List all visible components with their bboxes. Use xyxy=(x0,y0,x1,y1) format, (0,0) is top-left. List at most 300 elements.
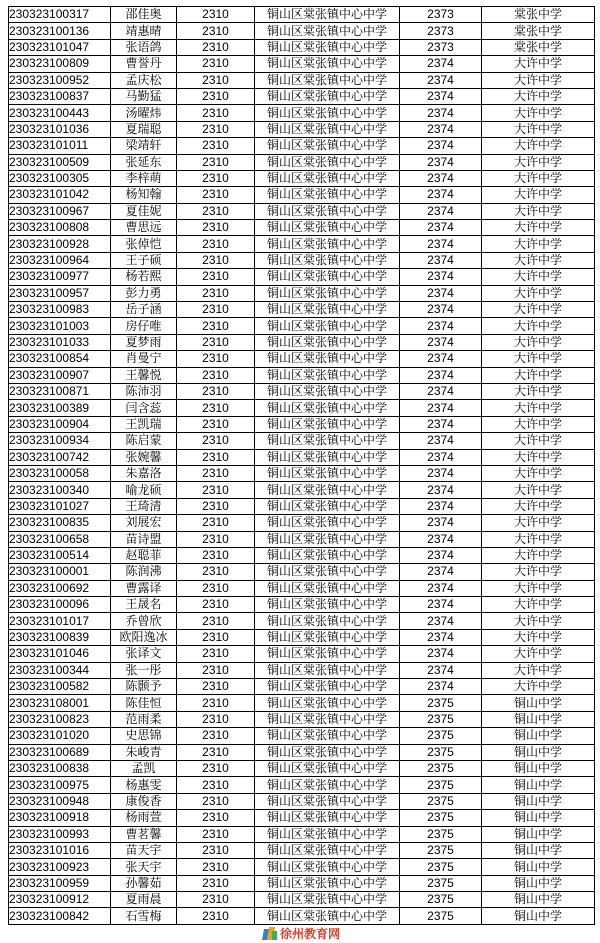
exam-id-cell: 230323100907 xyxy=(9,367,111,383)
school-code-cell: 2310 xyxy=(177,269,255,285)
school-name-cell: 铜山区棠张镇中心中学 xyxy=(255,547,400,563)
exam-id-cell: 230323101011 xyxy=(9,138,111,154)
target-school-cell: 大许中学 xyxy=(482,646,595,662)
school-code-cell: 2310 xyxy=(177,679,255,695)
target-code-cell: 2374 xyxy=(400,302,482,318)
school-code-cell: 2310 xyxy=(177,285,255,301)
exam-id-cell: 230323100692 xyxy=(9,580,111,596)
table-row xyxy=(9,252,595,268)
table-row xyxy=(9,39,595,55)
student-name-cell: 李梓萌 xyxy=(111,170,177,186)
student-name-cell: 苗诗盟 xyxy=(111,531,177,547)
target-school-cell: 铜山中学 xyxy=(482,892,595,908)
target-school-cell: 铜山中学 xyxy=(482,875,595,891)
table-row xyxy=(9,498,595,514)
exam-id-cell: 230323100809 xyxy=(9,56,111,72)
target-school-cell: 大许中学 xyxy=(482,367,595,383)
school-code-cell: 2310 xyxy=(177,826,255,842)
exam-id-cell: 230323101036 xyxy=(9,121,111,137)
target-code-cell: 2374 xyxy=(400,351,482,367)
school-name-cell: 铜山区棠张镇中心中学 xyxy=(255,629,400,645)
student-name-cell: 闫含蕊 xyxy=(111,400,177,416)
student-name-cell: 曹思远 xyxy=(111,220,177,236)
table-row xyxy=(9,400,595,416)
school-name-cell: 铜山区棠张镇中心中学 xyxy=(255,777,400,793)
school-name-cell: 铜山区棠张镇中心中学 xyxy=(255,597,400,613)
student-name-cell: 张一彤 xyxy=(111,662,177,678)
school-code-cell: 2310 xyxy=(177,187,255,203)
school-name-cell: 铜山区棠张镇中心中学 xyxy=(255,236,400,252)
target-school-cell: 铜山中学 xyxy=(482,908,595,924)
table-row xyxy=(9,629,595,645)
school-code-cell: 2310 xyxy=(177,72,255,88)
school-name-cell: 铜山区棠张镇中心中学 xyxy=(255,711,400,727)
target-school-cell: 大许中学 xyxy=(482,679,595,695)
exam-id-cell: 230323100096 xyxy=(9,597,111,613)
exam-id-cell: 230323108001 xyxy=(9,695,111,711)
target-code-cell: 2374 xyxy=(400,547,482,563)
table-row xyxy=(9,72,595,88)
table-row xyxy=(9,105,595,121)
student-name-cell: 张语鸽 xyxy=(111,39,177,55)
exam-id-cell: 230323100658 xyxy=(9,531,111,547)
exam-id-cell: 230323101003 xyxy=(9,318,111,334)
student-name-cell: 孟庆松 xyxy=(111,72,177,88)
student-name-cell: 杨惠雯 xyxy=(111,777,177,793)
exam-id-cell: 230323100871 xyxy=(9,383,111,399)
school-code-cell: 2310 xyxy=(177,121,255,137)
student-name-cell: 夏佳妮 xyxy=(111,203,177,219)
student-name-cell: 赵聪菲 xyxy=(111,547,177,563)
target-code-cell: 2375 xyxy=(400,793,482,809)
school-name-cell: 铜山区棠张镇中心中学 xyxy=(255,564,400,580)
target-school-cell: 铜山中学 xyxy=(482,826,595,842)
table-row xyxy=(9,56,595,72)
table-row xyxy=(9,138,595,154)
school-name-cell: 铜山区棠张镇中心中学 xyxy=(255,154,400,170)
target-code-cell: 2374 xyxy=(400,187,482,203)
school-code-cell: 2310 xyxy=(177,449,255,465)
exam-id-cell: 230323100993 xyxy=(9,826,111,842)
exam-id-cell: 230323100912 xyxy=(9,892,111,908)
target-code-cell: 2374 xyxy=(400,72,482,88)
school-code-cell: 2310 xyxy=(177,105,255,121)
school-name-cell: 铜山区棠张镇中心中学 xyxy=(255,416,400,432)
target-school-cell: 铜山中学 xyxy=(482,711,595,727)
school-name-cell: 铜山区棠张镇中心中学 xyxy=(255,465,400,481)
school-code-cell: 2310 xyxy=(177,7,255,23)
school-name-cell: 铜山区棠张镇中心中学 xyxy=(255,367,400,383)
student-name-cell: 张天宇 xyxy=(111,859,177,875)
school-code-cell: 2310 xyxy=(177,728,255,744)
school-name-cell: 铜山区棠张镇中心中学 xyxy=(255,105,400,121)
student-name-cell: 喻龙硕 xyxy=(111,482,177,498)
student-name-cell: 靖惠晴 xyxy=(111,23,177,39)
logo-icon xyxy=(263,927,277,941)
target-code-cell: 2374 xyxy=(400,138,482,154)
target-school-cell: 铜山中学 xyxy=(482,777,595,793)
target-code-cell: 2374 xyxy=(400,597,482,613)
target-code-cell: 2374 xyxy=(400,121,482,137)
exam-id-cell: 230323100952 xyxy=(9,72,111,88)
student-name-cell: 曹露译 xyxy=(111,580,177,596)
student-name-cell: 孙馨茹 xyxy=(111,875,177,891)
target-code-cell: 2375 xyxy=(400,711,482,727)
target-school-cell: 铜山中学 xyxy=(482,859,595,875)
school-name-cell: 铜山区棠张镇中心中学 xyxy=(255,531,400,547)
school-code-cell: 2310 xyxy=(177,613,255,629)
school-name-cell: 铜山区棠张镇中心中学 xyxy=(255,121,400,137)
school-name-cell: 铜山区棠张镇中心中学 xyxy=(255,72,400,88)
school-code-cell: 2310 xyxy=(177,39,255,55)
target-code-cell: 2374 xyxy=(400,416,482,432)
table-row xyxy=(9,482,595,498)
school-code-cell: 2310 xyxy=(177,433,255,449)
target-code-cell: 2374 xyxy=(400,220,482,236)
target-code-cell: 2375 xyxy=(400,908,482,924)
target-school-cell: 大许中学 xyxy=(482,597,595,613)
target-school-cell: 大许中学 xyxy=(482,220,595,236)
target-school-cell: 大许中学 xyxy=(482,662,595,678)
school-name-cell: 铜山区棠张镇中心中学 xyxy=(255,433,400,449)
school-name-cell: 铜山区棠张镇中心中学 xyxy=(255,826,400,842)
school-code-cell: 2310 xyxy=(177,777,255,793)
target-school-cell: 棠张中学 xyxy=(482,39,595,55)
school-code-cell: 2310 xyxy=(177,383,255,399)
student-name-cell: 曹茗馨 xyxy=(111,826,177,842)
target-code-cell: 2374 xyxy=(400,154,482,170)
student-name-cell: 孟凯 xyxy=(111,760,177,776)
exam-id-cell: 230323101047 xyxy=(9,39,111,55)
target-school-cell: 大许中学 xyxy=(482,105,595,121)
target-code-cell: 2374 xyxy=(400,285,482,301)
target-school-cell: 大许中学 xyxy=(482,449,595,465)
table-row xyxy=(9,203,595,219)
student-name-cell: 房仔唯 xyxy=(111,318,177,334)
school-name-cell: 铜山区棠张镇中心中学 xyxy=(255,498,400,514)
school-code-cell: 2310 xyxy=(177,416,255,432)
exam-id-cell: 230323100058 xyxy=(9,465,111,481)
target-school-cell: 大许中学 xyxy=(482,236,595,252)
table-row xyxy=(9,88,595,104)
target-school-cell: 大许中学 xyxy=(482,334,595,350)
exam-id-cell: 230323100136 xyxy=(9,23,111,39)
student-name-cell: 杨雨萱 xyxy=(111,810,177,826)
exam-id-cell: 230323100317 xyxy=(9,7,111,23)
table-row xyxy=(9,826,595,842)
school-code-cell: 2310 xyxy=(177,318,255,334)
target-code-cell: 2375 xyxy=(400,826,482,842)
table-row xyxy=(9,220,595,236)
target-school-cell: 大许中学 xyxy=(482,170,595,186)
target-school-cell: 大许中学 xyxy=(482,203,595,219)
school-name-cell: 铜山区棠张镇中心中学 xyxy=(255,760,400,776)
student-name-cell: 王馨悦 xyxy=(111,367,177,383)
target-code-cell: 2374 xyxy=(400,105,482,121)
table-row xyxy=(9,597,595,613)
student-name-cell: 肖曼宁 xyxy=(111,351,177,367)
target-school-cell: 棠张中学 xyxy=(482,7,595,23)
student-name-cell: 夏梦雨 xyxy=(111,334,177,350)
school-code-cell: 2310 xyxy=(177,597,255,613)
exam-id-cell: 230323100977 xyxy=(9,269,111,285)
school-code-cell: 2310 xyxy=(177,908,255,924)
school-name-cell: 铜山区棠张镇中心中学 xyxy=(255,170,400,186)
school-name-cell: 铜山区棠张镇中心中学 xyxy=(255,875,400,891)
student-name-cell: 乔曾欣 xyxy=(111,613,177,629)
table-row xyxy=(9,285,595,301)
target-school-cell: 大许中学 xyxy=(482,629,595,645)
table-row xyxy=(9,564,595,580)
school-name-cell: 铜山区棠张镇中心中学 xyxy=(255,859,400,875)
student-name-cell: 张婉馨 xyxy=(111,449,177,465)
student-name-cell: 夏瑞聪 xyxy=(111,121,177,137)
school-code-cell: 2310 xyxy=(177,367,255,383)
target-code-cell: 2374 xyxy=(400,465,482,481)
school-name-cell: 铜山区棠张镇中心中学 xyxy=(255,383,400,399)
target-school-cell: 大许中学 xyxy=(482,302,595,318)
exam-id-cell: 230323100967 xyxy=(9,203,111,219)
target-school-cell: 大许中学 xyxy=(482,531,595,547)
target-school-cell: 大许中学 xyxy=(482,285,595,301)
target-school-cell: 铜山中学 xyxy=(482,744,595,760)
exam-id-cell: 230323100689 xyxy=(9,744,111,760)
target-school-cell: 大许中学 xyxy=(482,482,595,498)
school-name-cell: 铜山区棠张镇中心中学 xyxy=(255,302,400,318)
student-name-cell: 汤曜炜 xyxy=(111,105,177,121)
student-name-cell: 张倬恺 xyxy=(111,236,177,252)
school-name-cell: 铜山区棠张镇中心中学 xyxy=(255,449,400,465)
student-name-cell: 朱嘉洛 xyxy=(111,465,177,481)
school-code-cell: 2310 xyxy=(177,646,255,662)
target-school-cell: 大许中学 xyxy=(482,465,595,481)
target-code-cell: 2374 xyxy=(400,170,482,186)
student-name-cell: 欧阳逸冰 xyxy=(111,629,177,645)
exam-id-cell: 230323100835 xyxy=(9,515,111,531)
exam-id-cell: 230323101033 xyxy=(9,334,111,350)
target-school-cell: 大许中学 xyxy=(482,351,595,367)
site-watermark xyxy=(263,925,340,942)
school-code-cell: 2310 xyxy=(177,892,255,908)
school-code-cell: 2310 xyxy=(177,302,255,318)
exam-id-cell: 230323100344 xyxy=(9,662,111,678)
school-name-cell: 铜山区棠张镇中心中学 xyxy=(255,203,400,219)
target-school-cell: 大许中学 xyxy=(482,56,595,72)
student-name-cell: 梁靖轩 xyxy=(111,138,177,154)
target-code-cell: 2374 xyxy=(400,662,482,678)
student-name-cell: 陈启蒙 xyxy=(111,433,177,449)
exam-id-cell: 230323100340 xyxy=(9,482,111,498)
school-code-cell: 2310 xyxy=(177,220,255,236)
table-row xyxy=(9,810,595,826)
table-row xyxy=(9,269,595,285)
target-school-cell: 铜山中学 xyxy=(482,793,595,809)
target-code-cell: 2375 xyxy=(400,760,482,776)
school-code-cell: 2310 xyxy=(177,465,255,481)
target-school-cell: 大许中学 xyxy=(482,318,595,334)
school-name-cell: 铜山区棠张镇中心中学 xyxy=(255,39,400,55)
target-code-cell: 2374 xyxy=(400,56,482,72)
target-school-cell: 铜山中学 xyxy=(482,810,595,826)
school-code-cell: 2310 xyxy=(177,810,255,826)
target-code-cell: 2374 xyxy=(400,482,482,498)
target-school-cell: 大许中学 xyxy=(482,564,595,580)
school-name-cell: 铜山区棠张镇中心中学 xyxy=(255,515,400,531)
target-code-cell: 2374 xyxy=(400,252,482,268)
table-body xyxy=(9,7,595,925)
table-row xyxy=(9,842,595,858)
student-name-cell: 陈润沸 xyxy=(111,564,177,580)
school-code-cell: 2310 xyxy=(177,498,255,514)
school-name-cell: 铜山区棠张镇中心中学 xyxy=(255,400,400,416)
exam-id-cell: 230323100837 xyxy=(9,88,111,104)
exam-id-cell: 230323101016 xyxy=(9,842,111,858)
school-name-cell: 铜山区棠张镇中心中学 xyxy=(255,269,400,285)
student-name-cell: 夏雨晨 xyxy=(111,892,177,908)
target-school-cell: 大许中学 xyxy=(482,88,595,104)
target-school-cell: 大许中学 xyxy=(482,138,595,154)
exam-id-cell: 230323100514 xyxy=(9,547,111,563)
school-name-cell: 铜山区棠张镇中心中学 xyxy=(255,728,400,744)
student-name-cell: 陈颢予 xyxy=(111,679,177,695)
target-school-cell: 大许中学 xyxy=(482,269,595,285)
table-row xyxy=(9,695,595,711)
school-name-cell: 铜山区棠张镇中心中学 xyxy=(255,138,400,154)
school-name-cell: 铜山区棠张镇中心中学 xyxy=(255,56,400,72)
table-row xyxy=(9,383,595,399)
exam-id-cell: 230323100808 xyxy=(9,220,111,236)
school-code-cell: 2310 xyxy=(177,793,255,809)
target-code-cell: 2374 xyxy=(400,400,482,416)
target-school-cell: 大许中学 xyxy=(482,187,595,203)
student-name-cell: 王晟名 xyxy=(111,597,177,613)
table-row xyxy=(9,531,595,547)
target-school-cell: 铜山中学 xyxy=(482,695,595,711)
target-code-cell: 2374 xyxy=(400,564,482,580)
target-school-cell: 大许中学 xyxy=(482,433,595,449)
student-name-cell: 彭力勇 xyxy=(111,285,177,301)
school-name-cell: 铜山区棠张镇中心中学 xyxy=(255,646,400,662)
school-code-cell: 2310 xyxy=(177,744,255,760)
school-name-cell: 铜山区棠张镇中心中学 xyxy=(255,580,400,596)
exam-id-cell: 230323100975 xyxy=(9,777,111,793)
table-row xyxy=(9,121,595,137)
exam-id-cell: 230323100959 xyxy=(9,875,111,891)
school-name-cell: 铜山区棠张镇中心中学 xyxy=(255,908,400,924)
school-name-cell: 铜山区棠张镇中心中学 xyxy=(255,285,400,301)
school-name-cell: 铜山区棠张镇中心中学 xyxy=(255,351,400,367)
table-row xyxy=(9,7,595,23)
target-code-cell: 2375 xyxy=(400,744,482,760)
table-row xyxy=(9,613,595,629)
target-code-cell: 2375 xyxy=(400,777,482,793)
school-name-cell: 铜山区棠张镇中心中学 xyxy=(255,7,400,23)
target-school-cell: 大许中学 xyxy=(482,580,595,596)
exam-id-cell: 230323100983 xyxy=(9,302,111,318)
school-name-cell: 铜山区棠张镇中心中学 xyxy=(255,793,400,809)
school-code-cell: 2310 xyxy=(177,334,255,350)
student-name-cell: 陈佳恒 xyxy=(111,695,177,711)
table-row xyxy=(9,367,595,383)
target-code-cell: 2374 xyxy=(400,334,482,350)
target-code-cell: 2375 xyxy=(400,728,482,744)
school-name-cell: 铜山区棠张镇中心中学 xyxy=(255,220,400,236)
school-code-cell: 2310 xyxy=(177,515,255,531)
school-code-cell: 2310 xyxy=(177,170,255,186)
student-name-cell: 史思锦 xyxy=(111,728,177,744)
table-row xyxy=(9,154,595,170)
school-code-cell: 2310 xyxy=(177,56,255,72)
exam-id-cell: 230323100948 xyxy=(9,793,111,809)
school-name-cell: 铜山区棠张镇中心中学 xyxy=(255,334,400,350)
exam-id-cell: 230323101042 xyxy=(9,187,111,203)
target-school-cell: 大许中学 xyxy=(482,498,595,514)
target-code-cell: 2374 xyxy=(400,498,482,514)
student-name-cell: 康俊香 xyxy=(111,793,177,809)
school-name-cell: 铜山区棠张镇中心中学 xyxy=(255,187,400,203)
table-row xyxy=(9,875,595,891)
target-code-cell: 2374 xyxy=(400,449,482,465)
table-row xyxy=(9,302,595,318)
exam-id-cell: 230323100918 xyxy=(9,810,111,826)
exam-id-cell: 230323100305 xyxy=(9,170,111,186)
target-school-cell: 大许中学 xyxy=(482,547,595,563)
student-name-cell: 曹誉丹 xyxy=(111,56,177,72)
school-code-cell: 2310 xyxy=(177,629,255,645)
exam-id-cell: 230323100964 xyxy=(9,252,111,268)
target-code-cell: 2375 xyxy=(400,695,482,711)
table-row xyxy=(9,236,595,252)
school-code-cell: 2310 xyxy=(177,154,255,170)
school-name-cell: 铜山区棠张镇中心中学 xyxy=(255,318,400,334)
table-row xyxy=(9,679,595,695)
target-code-cell: 2375 xyxy=(400,892,482,908)
table-row xyxy=(9,859,595,875)
table-row xyxy=(9,187,595,203)
target-code-cell: 2374 xyxy=(400,203,482,219)
target-code-cell: 2374 xyxy=(400,515,482,531)
target-code-cell: 2374 xyxy=(400,367,482,383)
school-code-cell: 2310 xyxy=(177,547,255,563)
admission-list-table xyxy=(8,6,595,925)
table-row xyxy=(9,777,595,793)
exam-id-cell: 230323100934 xyxy=(9,433,111,449)
school-name-cell: 铜山区棠张镇中心中学 xyxy=(255,892,400,908)
table-row xyxy=(9,416,595,432)
exam-id-cell: 230323100838 xyxy=(9,760,111,776)
table-row xyxy=(9,728,595,744)
exam-id-cell: 230323100854 xyxy=(9,351,111,367)
school-name-cell: 铜山区棠张镇中心中学 xyxy=(255,252,400,268)
school-code-cell: 2310 xyxy=(177,351,255,367)
target-code-cell: 2373 xyxy=(400,39,482,55)
student-name-cell: 苗天宇 xyxy=(111,842,177,858)
school-name-cell: 铜山区棠张镇中心中学 xyxy=(255,695,400,711)
school-code-cell: 2310 xyxy=(177,842,255,858)
student-name-cell: 杨知翰 xyxy=(111,187,177,203)
school-code-cell: 2310 xyxy=(177,252,255,268)
student-name-cell: 朱峻青 xyxy=(111,744,177,760)
target-school-cell: 大许中学 xyxy=(482,515,595,531)
exam-id-cell: 230323100928 xyxy=(9,236,111,252)
target-school-cell: 大许中学 xyxy=(482,416,595,432)
target-code-cell: 2375 xyxy=(400,859,482,875)
school-name-cell: 铜山区棠张镇中心中学 xyxy=(255,23,400,39)
student-name-cell: 岳子涵 xyxy=(111,302,177,318)
target-school-cell: 铜山中学 xyxy=(482,842,595,858)
exam-id-cell: 230323101017 xyxy=(9,613,111,629)
table-row xyxy=(9,170,595,186)
